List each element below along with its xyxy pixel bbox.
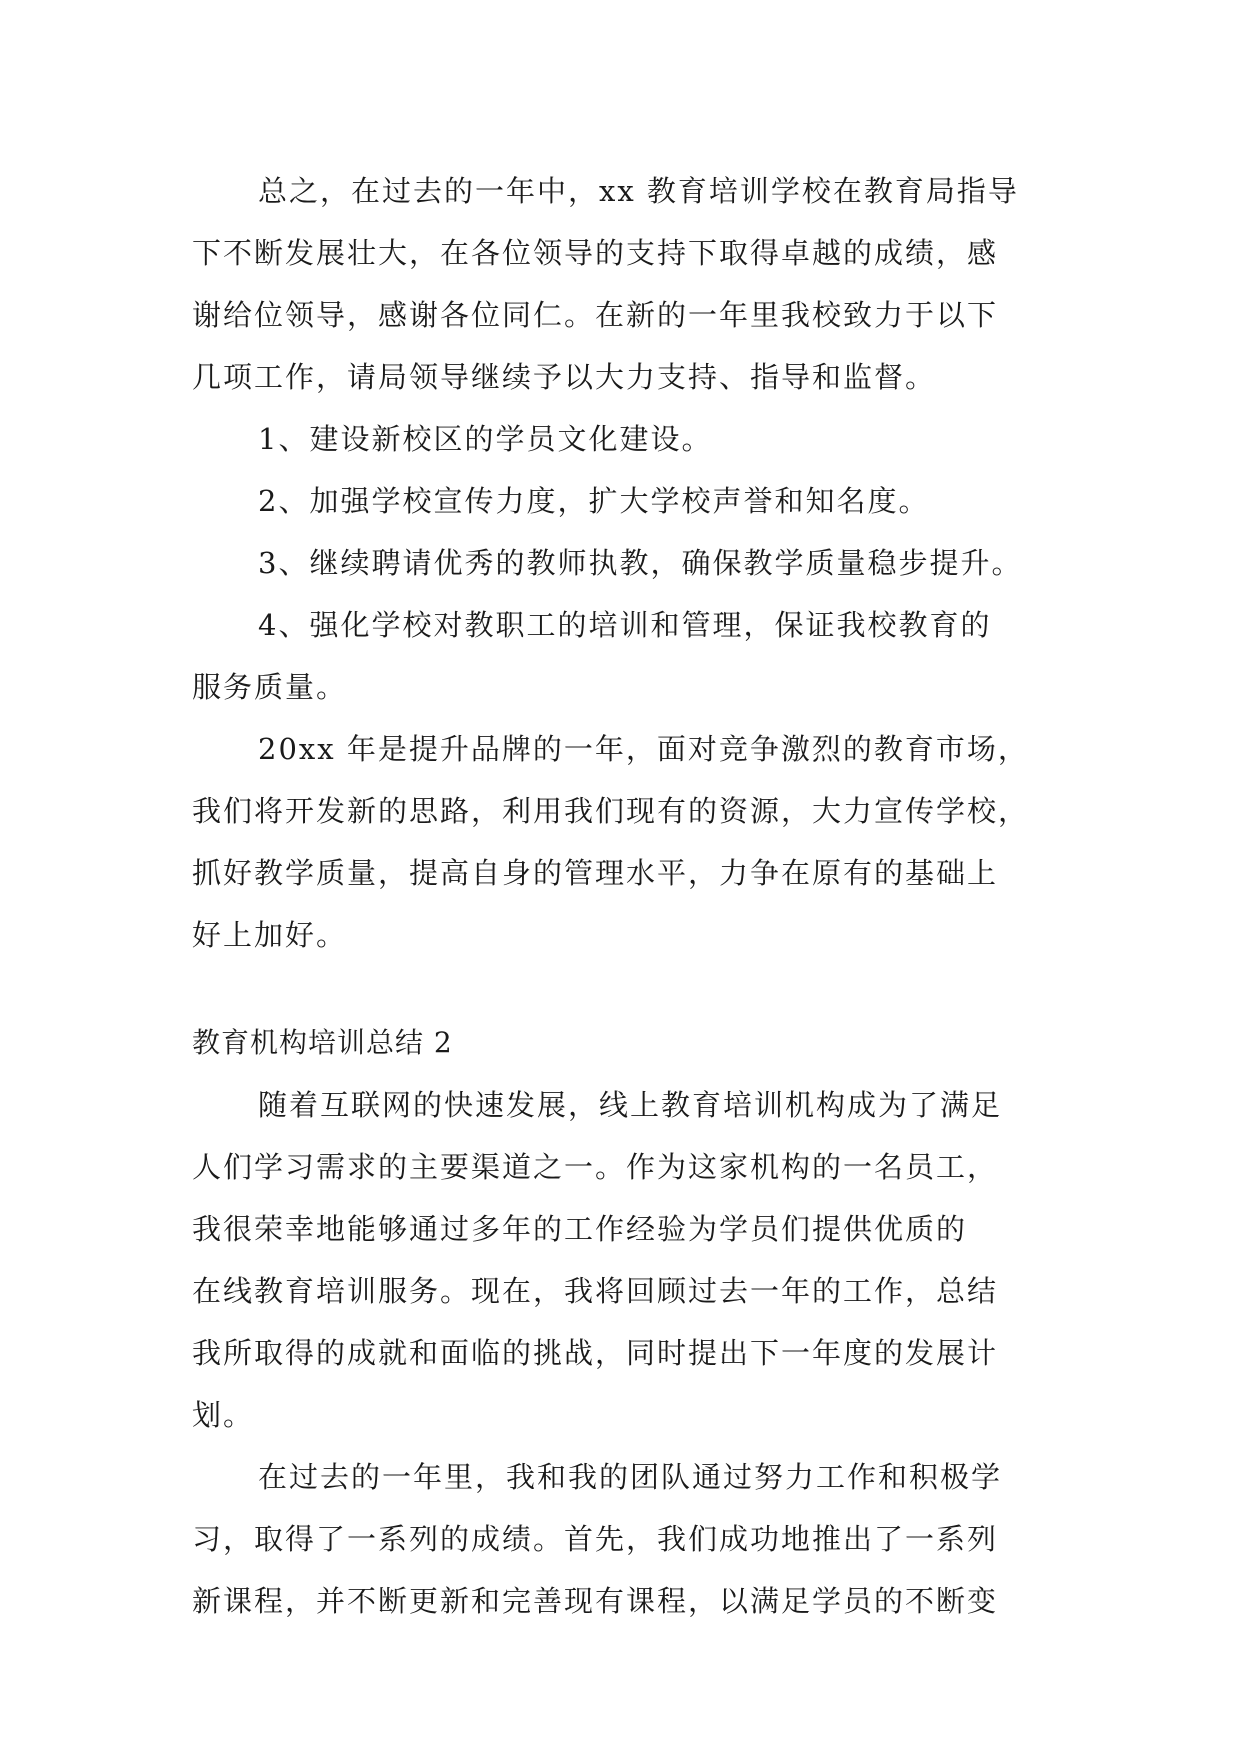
text-line: 在线教育培训服务。现在，我将回顾过去一年的工作，总结 [192,1274,999,1308]
section-heading: 教育机构培训总结 2 [192,1026,453,1059]
list-item: 1、建设新校区的学员文化建设。 [258,422,713,456]
text-line: 我所取得的成就和面临的挑战，同时提出下一年度的发展计 [192,1336,999,1370]
text-line: 新课程，并不断更新和完善现有课程，以满足学员的不断变 [192,1584,999,1618]
paragraph-intro [192,1074,1072,1446]
text-line: 20xx 年是提升品牌的一年，面对竞争激烈的教育市场， [258,732,1029,766]
text-line: 谢给位领导，感谢各位同仁。在新的一年里我校致力于以下 [192,298,999,332]
list-item: 2、加强学校宣传力度，扩大学校声誉和知名度。 [258,484,930,518]
list-item: 4、强化学校对教职工的培训和管理，保证我校教育的 [258,608,992,642]
text-line: 我们将开发新的思路，利用我们现有的资源，大力宣传学校， [192,794,1030,828]
text-line: 划。 [192,1398,255,1432]
paragraph-summary [192,160,1072,408]
document-body [192,160,1072,1632]
text-line: 在过去的一年里，我和我的团队通过努力工作和积极学 [258,1460,1003,1494]
list-item-continuation: 服务质量。 [192,670,348,704]
text-line: 好上加好。 [192,918,348,952]
text-line: 我很荣幸地能够通过多年的工作经验为学员们提供优质的 [192,1212,968,1246]
text-line: 几项工作，请局领导继续予以大力支持、指导和监督。 [192,360,937,394]
list-item: 3、继续聘请优秀的教师执教，确保教学质量稳步提升。 [258,546,1023,580]
text-line: 抓好教学质量，提高自身的管理水平，力争在原有的基础上 [192,856,999,890]
text-line: 随着互联网的快速发展，线上教育培训机构成为了满足 [258,1088,1003,1122]
text-line: 习，取得了一系列的成绩。首先，我们成功地推出了一系列 [192,1522,999,1556]
paragraph-achievements [192,1446,1072,1632]
text-line: 人们学习需求的主要渠道之一。作为这家机构的一名员工， [192,1150,999,1184]
text-line: 总之，在过去的一年中，xx 教育培训学校在教育局指导 [258,174,1019,208]
work-plan-list [192,408,1072,718]
paragraph-brand-year [192,718,1072,966]
text-line: 下不断发展壮大，在各位领导的支持下取得卓越的成绩，感 [192,236,999,270]
